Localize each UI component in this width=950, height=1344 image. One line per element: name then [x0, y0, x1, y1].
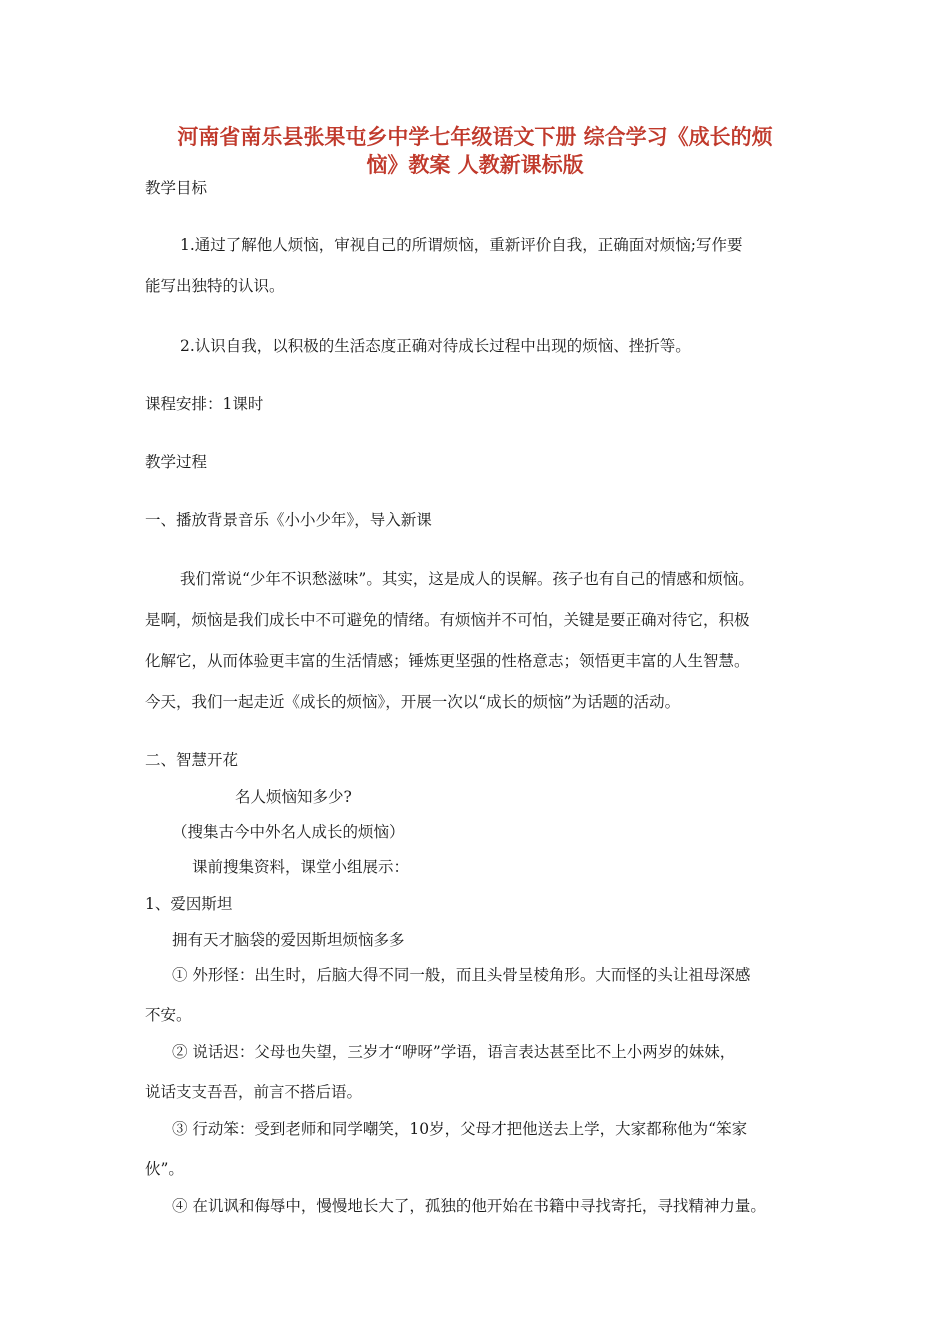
point-3-line-1: ③ 行动笨：受到老师和同学嘲笑，10岁，父母才把他送去上学，大家都称他为“笨家: [172, 1120, 748, 1138]
intro-line-2: 是啊，烦恼是我们成长中不可避免的情绪。有烦恼并不可怕，关键是要正确对待它，积极: [145, 611, 750, 629]
section-1-heading: 一、播放背景音乐《小小少年》，导入新课: [145, 511, 432, 529]
point-3-line-2: 伙”。: [145, 1160, 184, 1178]
process-heading: 教学过程: [145, 453, 208, 471]
schedule-line: 课程安排：1课时: [145, 395, 264, 413]
subtitle: 名人烦恼知多少?: [235, 788, 352, 806]
point-4: ④ 在讥讽和侮辱中，慢慢地长大了，孤独的他开始在书籍中寻找寄托，寻找精神力量。: [172, 1197, 766, 1215]
point-1-line-2: 不安。: [145, 1006, 192, 1024]
subtitle-note: （搜集古今中外名人成长的烦恼）: [172, 823, 405, 841]
item-1-heading: 1、爱因斯坦: [145, 895, 233, 913]
objective-1-line-2: 能写出独特的认识。: [145, 277, 285, 295]
objectives-heading: 教学目标: [145, 179, 208, 197]
intro-line-4: 今天，我们一起走近《成长的烦恼》，开展一次以“成长的烦恼”为话题的活动。: [145, 693, 681, 711]
item-1-intro: 拥有天才脑袋的爱因斯坦烦恼多多: [172, 931, 405, 949]
objective-1-line-1: 1.通过了解他人烦恼，审视自己的所谓烦恼，重新评价自我，正确面对烦恼;写作要: [180, 236, 743, 254]
point-1-line-1: ① 外形怪：出生时，后脑大得不同一般，而且头骨呈棱角形。大而怪的头让祖母深感: [172, 966, 751, 984]
intro-line-1: 我们常说“少年不识愁滋味”。其实，这是成人的误解。孩子也有自己的情感和烦恼。: [180, 570, 754, 588]
objective-2: 2.认识自我，以积极的生活态度正确对待成长过程中出现的烦恼、挫折等。: [180, 337, 691, 355]
document-title-line-1: 河南省南乐县张果屯乡中学七年级语文下册 综合学习《成长的烦: [177, 125, 773, 149]
section-2-heading: 二、智慧开花: [145, 751, 239, 769]
point-2-line-1: ② 说话迟：父母也失望，三岁才“咿呀”学语，语言表达甚至比不上小两岁的妹妹，: [172, 1043, 736, 1061]
intro-line-3: 化解它，从而体验更丰富的生活情感；锤炼更坚强的性格意志；领悟更丰富的人生智慧。: [145, 652, 750, 670]
document-title-line-2: 恼》教案 人教新课标版: [366, 153, 584, 177]
point-2-line-2: 说话支支吾吾，前言不搭后语。: [145, 1083, 363, 1101]
prep-note: 课前搜集资料，课堂小组展示：: [192, 858, 410, 876]
